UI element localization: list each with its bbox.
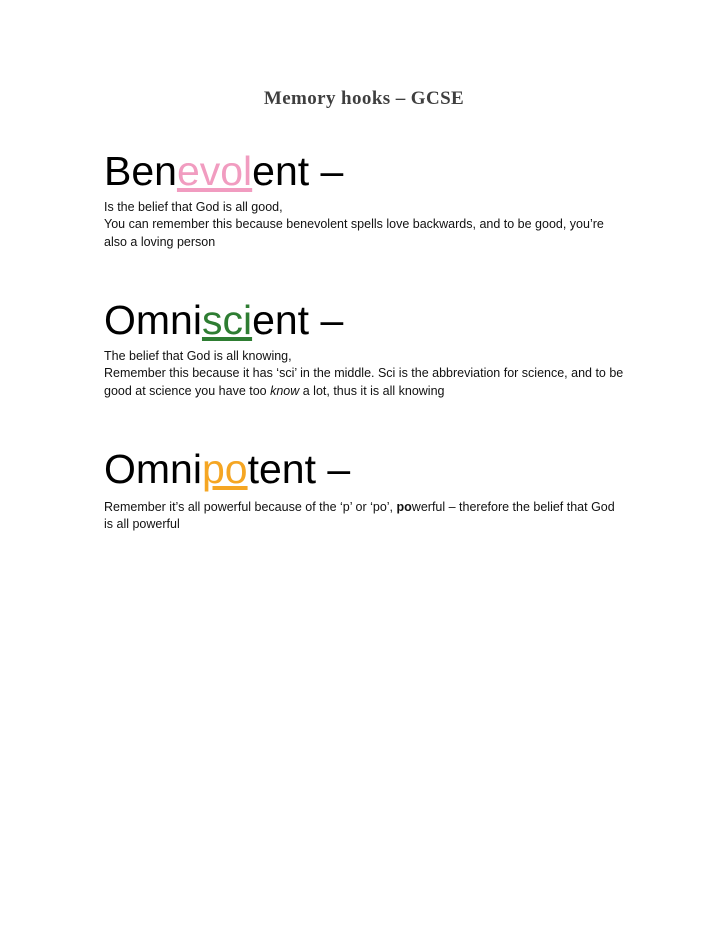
entry-benevolent [104, 148, 624, 251]
heading-prefix: Omni [104, 296, 202, 343]
heading-suffix: ent – [252, 296, 344, 343]
body-line-2-italic: know [270, 383, 300, 398]
heading-suffix: tent – [247, 445, 351, 492]
entry-benevolent-heading [104, 148, 624, 195]
entry-omniscient [104, 297, 624, 400]
heading-prefix: Ben [104, 148, 177, 194]
body-line-2-part-1: Remember this because it has ‘sci’ in the middle. Sci is the abbreviation for science, and to be good at science you have too [104, 366, 624, 398]
body-bold: po [396, 499, 412, 514]
heading-suffix: ent – [252, 148, 344, 194]
entry-benevolent-body [104, 199, 624, 251]
heading-prefix: Omni [104, 445, 202, 492]
body-line-2: You can remember this because benevolent spells love backwards, and to be good, you’re also a loving person [104, 217, 604, 249]
body-part-2: werful – therefore the belief that God is all powerful [104, 499, 615, 532]
body-part-1: Remember it’s all powerful because of the ‘p’ or ‘po’, [104, 499, 397, 514]
body-line-1: Is the belief that God is all good, [104, 200, 283, 215]
entry-omnipotent-body [104, 499, 624, 534]
page-title: Memory hooks – GCSE [263, 88, 465, 109]
entry-omnipotent [104, 446, 624, 534]
heading-highlight: sci [201, 296, 253, 343]
heading-highlight: po [201, 445, 248, 492]
body-line-1: The belief that God is all knowing, [104, 349, 292, 364]
document-content [0, 148, 728, 533]
heading-highlight: evol [176, 148, 253, 194]
entry-omniscient-body [104, 348, 624, 400]
entry-omnipotent-heading [104, 446, 624, 493]
body-line-2-part-2: a lot, thus it is all knowing [299, 383, 445, 398]
entry-omniscient-heading [104, 297, 624, 344]
